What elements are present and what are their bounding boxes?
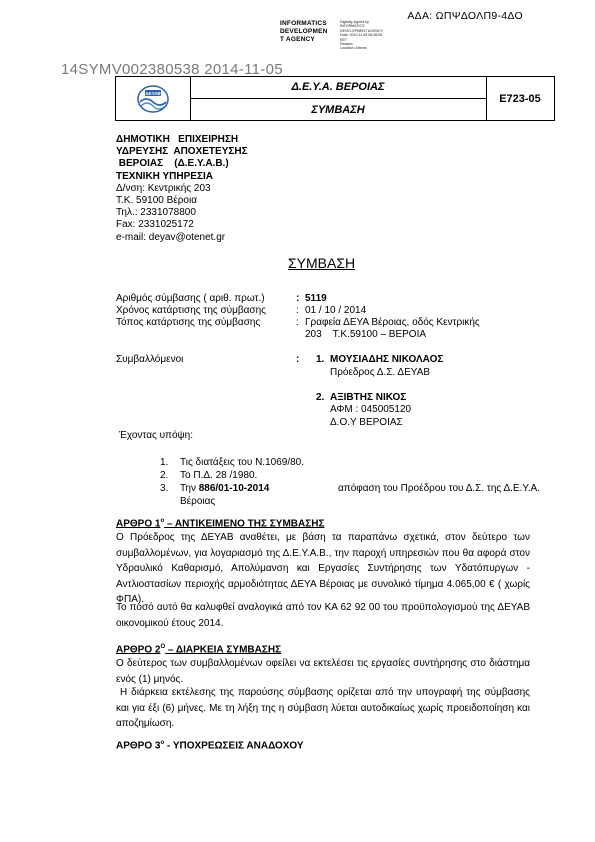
page-title: ΣΥΜΒΑΣΗ xyxy=(288,255,356,271)
article-heading-prefix: ΑΡΘΡΟ 2 xyxy=(116,644,161,656)
article-2-paragraph: Η διάρκεια εκτέλεσης της παρούσης σύμβασης ορίζεται από την υπογραφή της σύμβασης και για έξι (6) μήνες. Με τη λήξη της η σύμβαση λύεται αυτοδικαίως χωρίς προειδοποίηση και αποζημίωση. xyxy=(116,687,533,729)
article-heading-sup: ο xyxy=(160,740,165,746)
list-text: Το Π.Δ. 28 /1980. xyxy=(180,470,258,481)
issuer-bold-line: ΒΕΡΟΙΑΣ (Δ.Ε.Υ.Α.Β.) xyxy=(116,158,229,170)
article-heading-text: – ΑΝΤΙΚΕΙΜΕΝΟ ΤΗΣ ΣΥΜΒΑΣΗΣ xyxy=(164,518,325,530)
party1-role: Πρόεδρος Δ.Σ. ΔΕΥΑΒ xyxy=(330,367,431,378)
party1-name: ΜΟΥΣΙΑΔΗΣ ΝΙΚΟΛΑΟΣ xyxy=(330,354,444,365)
signature-org-line: T AGENCY xyxy=(280,36,315,43)
logo-text: ΔΕΥΑΒ xyxy=(145,91,161,96)
meta-label: Χρόνος κατάρτισης της σύμβασης xyxy=(116,305,266,316)
article-1-paragraph: Ο Πρόεδρος της ΔΕΥΑΒ αναθέτει, με βάση τα παραπάνω σχετικά, στον δεύτερο των συμβαλλομένων, για λογαριασμό της Δ.Ε.Υ.Α.Β., την παροχή υπηρεσιών που θα αφορά στον Υδραυλικό Καθαρισμό, Απολύμανση και Εργασίες Συντήρησης των Υδατόπυργων - Αντλιοστασίων περιοχής αρμοδιότητας ΔΕΥΑ Βέροιας με συνολικό τίμημα 4.065,00 € ( χωρίς ΦΠΑ). xyxy=(116,532,530,605)
ada-code: ΑΔΑ: ΩΠΨΔΟΛΠ9-4ΔΟ xyxy=(407,10,523,22)
party2-name: ΑΞΙΒΤΗΣ ΝΙΚΟΣ xyxy=(330,392,407,403)
registry-stamp: 14SYMV002380538 2014-11-05 xyxy=(61,61,283,78)
signature-detail-line: DEVELOPMENT AGENCY xyxy=(340,28,384,33)
issuer-line: Δ/νση: Κεντρικής 203 xyxy=(116,182,211,194)
meta-value: Γραφεία ΔΕΥΑ Βέροιας, οδός Κεντρικής xyxy=(305,317,480,328)
list-text: Τις διατάξεις του Ν.1069/80. xyxy=(180,457,305,468)
issuer-line: e-mail: deyav@otenet.gr xyxy=(116,231,226,243)
issuer-bold-line: ΔΗΜΟΤΙΚΗ ΕΠΙΧΕΙΡΗΣΗ xyxy=(116,134,239,145)
article-heading-sup: Ο xyxy=(160,644,166,650)
meta-colon: : xyxy=(296,305,299,316)
list-number: 2. xyxy=(160,470,169,481)
issuer-block xyxy=(116,134,248,244)
issuer-bold-line: ΥΔΡΕΥΣΗΣ ΑΠΟΧΕΤΕΥΣΗΣ xyxy=(116,146,248,158)
list-number: 3. xyxy=(160,483,169,494)
meta-value: 01 / 10 / 2014 xyxy=(305,305,367,316)
header-code: Ε723-05 xyxy=(499,93,541,105)
signature-details xyxy=(340,20,383,51)
having-label: Έχοντας υπόψη: xyxy=(119,430,193,441)
list-item xyxy=(160,456,540,469)
party2-number: 2. xyxy=(316,392,325,403)
signature-org-line: DEVELOPMEN xyxy=(280,28,328,35)
logo-cell xyxy=(116,77,191,120)
meta-value-continued: 203 Τ.Κ.59100 – ΒΕΡΟΙΑ xyxy=(305,329,427,340)
parties-label: Συμβαλλόμενοι xyxy=(116,354,184,365)
list-number: 1. xyxy=(160,457,169,468)
article-heading-text: - ΥΠΟΧΡΕΩΣΕΙΣ ΑΝΑΔΟΧΟΥ xyxy=(164,740,304,752)
signature-detail-line: INFORMATICS xyxy=(340,24,365,29)
list-text: Την xyxy=(180,483,199,494)
article-1-paragraph: Το ποσό αυτό θα καλυφθεί αναλογικά από τον ΚΑ 62 92 00 του προϋπολογισμού της ΔΕΥΑΒ οικονομικού έτους 2014. xyxy=(116,602,530,629)
issuer-line: Τηλ.: 2331078800 xyxy=(116,207,196,219)
article-heading-sup: ο xyxy=(160,518,165,524)
signature-detail-line: Location: Athens xyxy=(340,46,367,51)
party1-number: 1. xyxy=(316,354,325,365)
article-2-paragraph: Ο δεύτερος των συμβαλλομένων οφείλει να εκτελέσει τις εργασίες συντήρησης στο διάστημα ενός (1) μηνός. xyxy=(116,658,530,685)
article-1-heading xyxy=(116,518,324,529)
header-title-cell xyxy=(190,77,487,120)
signature-org xyxy=(280,20,328,44)
meta-colon: : xyxy=(296,317,299,328)
header-org: Δ.Ε.Υ.Α. ΒΕΡΟΙΑΣ xyxy=(190,77,486,99)
party2-afm: ΑΦΜ : 045005120 xyxy=(330,404,412,415)
meta-value: 5119 xyxy=(305,293,327,304)
header-doc-type: ΣΥΜΒΑΣΗ xyxy=(311,104,365,116)
signature-org-line: INFORMATICS xyxy=(280,20,327,27)
list-text: απόφαση του Προέδρου του Δ.Σ. της Δ.Ε.Υ.Α. xyxy=(335,483,540,494)
article-heading-prefix: ΑΡΘΡΟ 3 xyxy=(116,740,161,752)
article-heading-prefix: ΑΡΘΡΟ 1 xyxy=(116,518,161,530)
meta-label: Αριθμός σύμβασης ( αριθ. πρωτ.) xyxy=(116,293,265,304)
meta-label: Τόπος κατάρτισης της σύμβασης xyxy=(116,317,261,328)
list-item xyxy=(160,482,540,508)
article-heading-text: – ΔΙΑΡΚΕΙΑ ΣΥΜΒΑΣΗΣ xyxy=(165,644,282,656)
deyab-logo-icon xyxy=(136,84,170,114)
list-text-continued: Βέροιας xyxy=(180,496,216,507)
parties-colon: : xyxy=(296,354,300,365)
signature-detail-line: Date: 2014.11.05 08:36:55 xyxy=(340,33,383,38)
signature-detail-line: Digitally signed by xyxy=(340,20,369,24)
signature-detail-line: EET xyxy=(340,37,347,42)
issuer-line: Fax: 2331025172 xyxy=(116,219,194,231)
list-item xyxy=(160,469,540,482)
issuer-line: Τ.Κ. 59100 Βέροια xyxy=(116,195,197,207)
decision-number: 886/01-10-2014 xyxy=(198,483,270,494)
meta-colon: : xyxy=(296,293,300,304)
signature-detail-line: Reason: xyxy=(340,42,354,47)
document-header xyxy=(115,76,555,121)
article-3-heading xyxy=(116,740,304,751)
article-2-heading xyxy=(116,644,281,655)
considerations-list xyxy=(160,456,540,508)
party2-doy: Δ.Ο.Υ ΒΕΡΟΙΑΣ xyxy=(330,417,403,428)
issuer-bold-line: ΤΕΧΝΙΚΗ ΥΠΗΡΕΣΙΑ xyxy=(116,170,213,182)
